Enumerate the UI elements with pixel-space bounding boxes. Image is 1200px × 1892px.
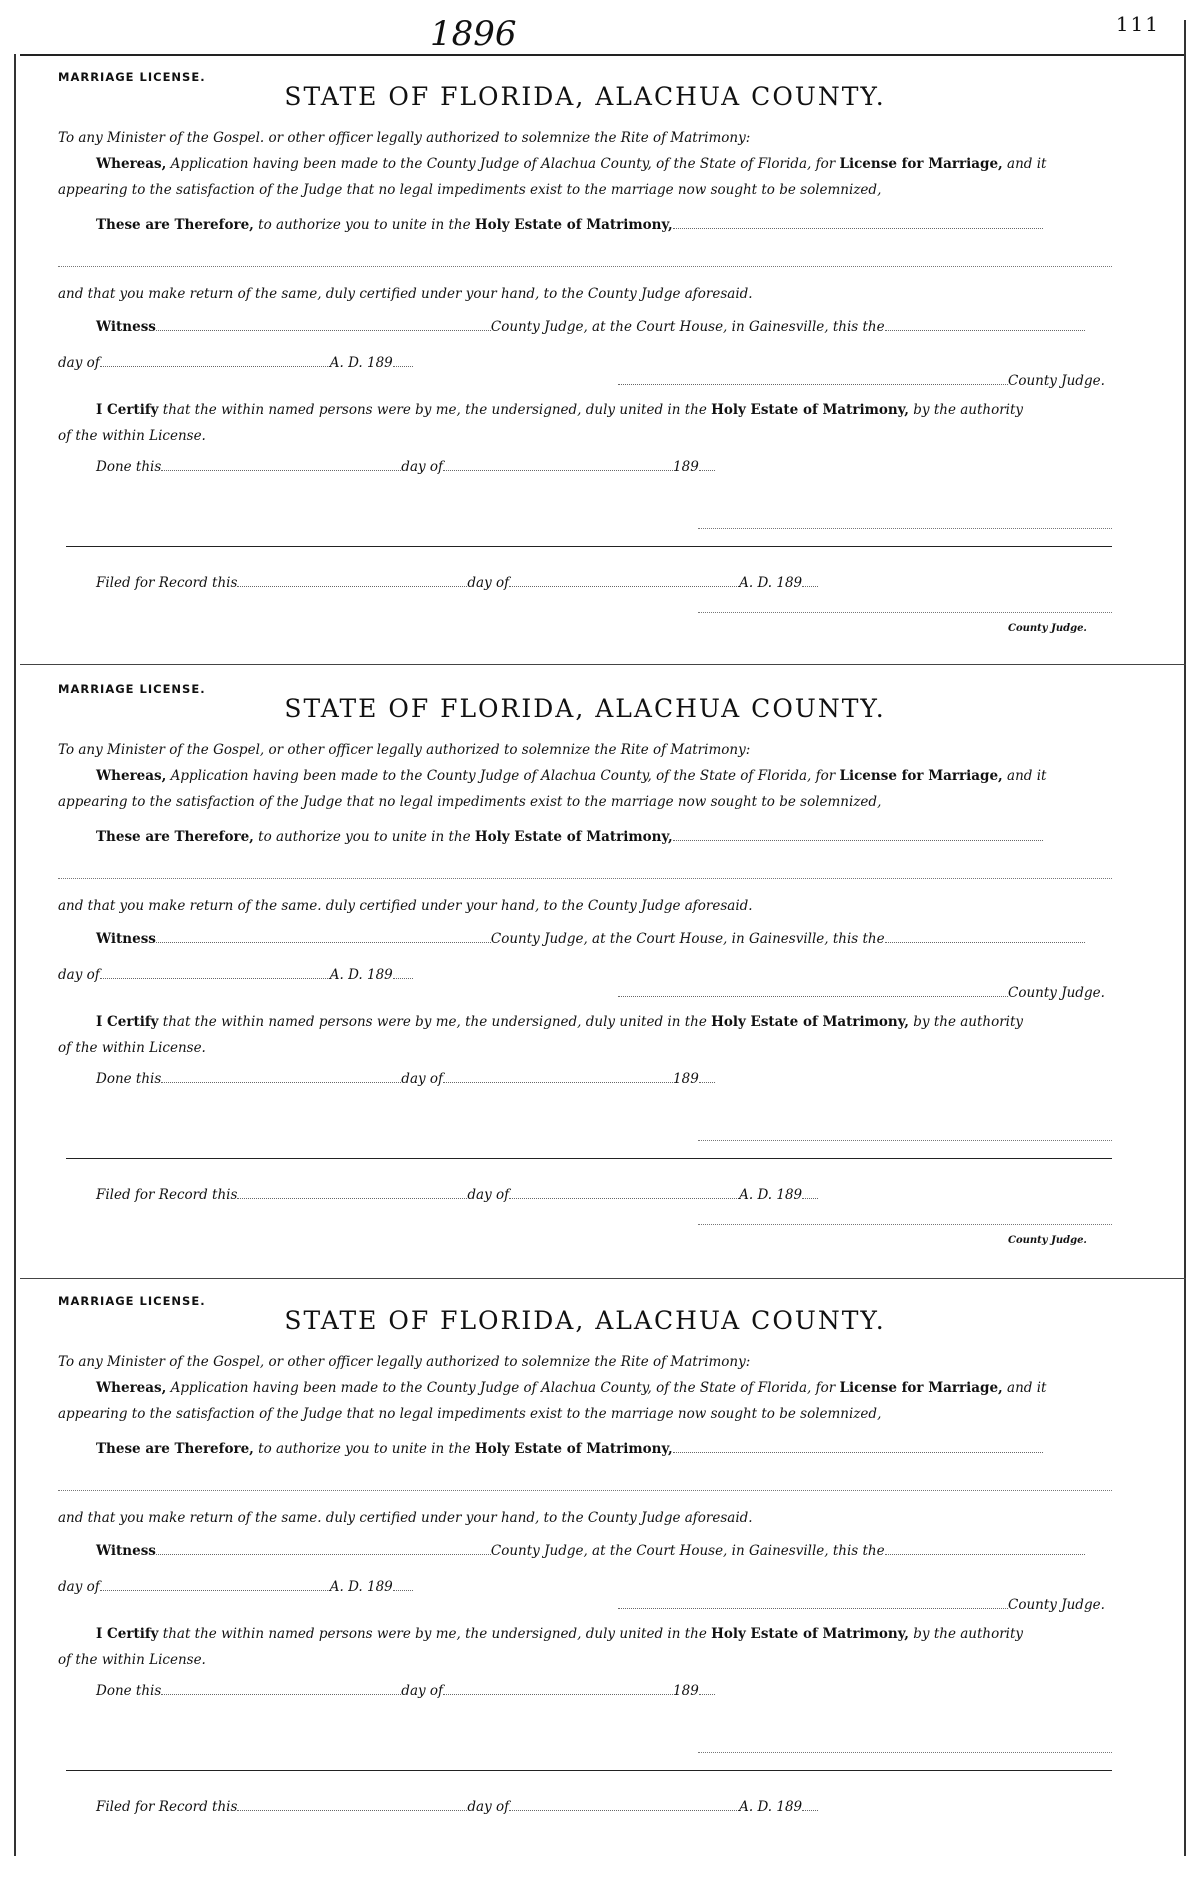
satisfaction-line: appearing to the satisfaction of the Judge that no legal impediments exist to the marriage now sought to be solemnized, bbox=[58, 1406, 882, 1422]
witness-lead: Witness bbox=[96, 1543, 156, 1559]
whereas-line bbox=[96, 156, 1046, 172]
and-it: and it bbox=[1007, 1380, 1047, 1396]
certify-line bbox=[96, 1626, 1023, 1642]
within-license: of the within License. bbox=[58, 1040, 206, 1056]
witness-line bbox=[96, 930, 1085, 947]
blank-line bbox=[100, 354, 330, 367]
filed-dayof: day of bbox=[467, 1799, 510, 1815]
blank-line bbox=[161, 458, 401, 471]
whereas-text: Application having been made to the County Judge of Alachua County, of the State of Florida, for bbox=[170, 1380, 836, 1396]
blank-line bbox=[802, 1186, 818, 1199]
therefore-line bbox=[96, 216, 1043, 233]
filed-county-judge-label: County Judge. bbox=[1008, 1235, 1087, 1246]
therefore-line bbox=[96, 1440, 1043, 1457]
county-judge-label: County Judge. bbox=[1008, 985, 1105, 1001]
filed-ad: A. D. 189 bbox=[739, 1187, 803, 1203]
marriage-license-2 bbox=[58, 680, 1112, 1280]
done-this: Done this bbox=[96, 1683, 162, 1699]
done-year: 189 bbox=[673, 1071, 699, 1087]
county-judge-signature bbox=[618, 1596, 1105, 1613]
blank-line bbox=[699, 1070, 715, 1083]
holy-estate: Holy Estate of Matrimony, bbox=[711, 1626, 909, 1642]
within-license: of the within License. bbox=[58, 428, 206, 444]
therefore-text: to authorize you to unite in the bbox=[258, 217, 471, 233]
filed-text: Filed for Record this bbox=[96, 1799, 238, 1815]
filed-ad: A. D. 189 bbox=[739, 1799, 803, 1815]
and-it: and it bbox=[1007, 156, 1047, 172]
holy-estate: Holy Estate of Matrimony, bbox=[711, 402, 909, 418]
blank-line bbox=[58, 878, 1112, 879]
done-year: 189 bbox=[673, 1683, 699, 1699]
blank-line bbox=[100, 966, 330, 979]
therefore-text: to authorize you to unite in the bbox=[258, 829, 471, 845]
done-this: Done this bbox=[96, 459, 162, 475]
witness-text: County Judge, at the Court House, in Gainesville, this the bbox=[490, 931, 885, 947]
certify-line bbox=[96, 402, 1023, 418]
address-line: To any Minister of the Gospel. or other officer legally authorized to solemnize the Rite of Matrimony: bbox=[58, 130, 751, 146]
return-line: and that you make return of the same. duly certified under your hand, to the County Judge aforesaid. bbox=[58, 898, 753, 914]
witness-lead: Witness bbox=[96, 931, 156, 947]
holy-estate: Holy Estate of Matrimony, bbox=[474, 829, 673, 845]
certify-lead: I Certify bbox=[96, 1014, 159, 1030]
filed-text: Filed for Record this bbox=[96, 1187, 238, 1203]
filed-dayof: day of bbox=[467, 575, 510, 591]
blank-line bbox=[237, 1186, 467, 1199]
whereas-lead: Whereas, bbox=[96, 1380, 167, 1396]
blank-line bbox=[393, 354, 413, 367]
day-of: day of bbox=[58, 1579, 100, 1595]
witness-text: County Judge, at the Court House, in Gainesville, this the bbox=[490, 319, 885, 335]
officiant-signature-line bbox=[698, 1752, 1112, 1753]
filed-judge-signature-line bbox=[698, 1224, 1112, 1225]
blank-line bbox=[156, 1542, 491, 1555]
ad-year: A. D. 189 bbox=[329, 355, 393, 371]
within-license: of the within License. bbox=[58, 1652, 206, 1668]
therefore-text: to authorize you to unite in the bbox=[258, 1441, 471, 1457]
whereas-lead: Whereas, bbox=[96, 156, 167, 172]
blank-line bbox=[885, 1542, 1085, 1555]
license-for-marriage: License for Marriage, bbox=[839, 156, 1003, 172]
done-dayof: day of bbox=[401, 1071, 444, 1087]
right-margin-rule bbox=[1184, 20, 1186, 1856]
rule bbox=[66, 1770, 1112, 1771]
blank-line bbox=[393, 1578, 413, 1591]
by-authority: by the authority bbox=[913, 1014, 1024, 1030]
license-label: MARRIAGE LICENSE. bbox=[58, 70, 206, 84]
blank-line bbox=[100, 1578, 330, 1591]
top-rule bbox=[20, 54, 1186, 56]
done-line bbox=[96, 1682, 715, 1699]
blank-line bbox=[618, 984, 1008, 997]
day-of: day of bbox=[58, 355, 100, 371]
and-it: and it bbox=[1007, 768, 1047, 784]
filed-ad: A. D. 189 bbox=[739, 575, 803, 591]
rule bbox=[66, 546, 1112, 547]
license-for-marriage: License for Marriage, bbox=[839, 768, 1003, 784]
witness-line bbox=[96, 318, 1085, 335]
done-dayof: day of bbox=[401, 1683, 444, 1699]
by-authority: by the authority bbox=[913, 402, 1024, 418]
date-line bbox=[58, 354, 413, 371]
therefore-lead: These are Therefore, bbox=[96, 829, 254, 845]
address-line: To any Minister of the Gospel, or other officer legally authorized to solemnize the Rite of Matrimony: bbox=[58, 742, 751, 758]
return-line: and that you make return of the same. duly certified under your hand, to the County Judge aforesaid. bbox=[58, 1510, 753, 1526]
blank-line bbox=[443, 1070, 673, 1083]
satisfaction-line: appearing to the satisfaction of the Judge that no legal impediments exist to the marriage now sought to be solemnized, bbox=[58, 182, 882, 198]
blank-line bbox=[673, 828, 1043, 841]
therefore-line bbox=[96, 828, 1043, 845]
blank-line bbox=[161, 1070, 401, 1083]
blank-line bbox=[509, 574, 739, 587]
witness-line bbox=[96, 1542, 1085, 1559]
done-this: Done this bbox=[96, 1071, 162, 1087]
whereas-text: Application having been made to the County Judge of Alachua County, of the State of Florida, for bbox=[170, 156, 836, 172]
whereas-line bbox=[96, 1380, 1046, 1396]
date-line bbox=[58, 966, 413, 983]
blank-line bbox=[885, 318, 1085, 331]
blank-line bbox=[699, 1682, 715, 1695]
blank-line bbox=[802, 574, 818, 587]
blank-line bbox=[393, 966, 413, 979]
rule bbox=[66, 1158, 1112, 1159]
certify-text: that the within named persons were by me, the undersigned, duly united in the bbox=[162, 402, 707, 418]
holy-estate: Holy Estate of Matrimony, bbox=[474, 217, 673, 233]
blank-line bbox=[802, 1798, 818, 1811]
license-title: STATE OF FLORIDA, ALACHUA COUNTY. bbox=[284, 1306, 886, 1335]
blank-line bbox=[161, 1682, 401, 1695]
therefore-lead: These are Therefore, bbox=[96, 217, 254, 233]
certify-lead: I Certify bbox=[96, 1626, 159, 1642]
filed-text: Filed for Record this bbox=[96, 575, 238, 591]
whereas-lead: Whereas, bbox=[96, 768, 167, 784]
blank-line bbox=[618, 1596, 1008, 1609]
address-line: To any Minister of the Gospel, or other officer legally authorized to solemnize the Rite of Matrimony: bbox=[58, 1354, 751, 1370]
ad-year: A. D. 189 bbox=[329, 967, 393, 983]
whereas-text: Application having been made to the County Judge of Alachua County, of the State of Florida, for bbox=[170, 768, 836, 784]
blank-line bbox=[699, 458, 715, 471]
filed-line bbox=[96, 1186, 818, 1203]
county-judge-signature bbox=[618, 984, 1105, 1001]
date-line bbox=[58, 1578, 413, 1595]
license-label: MARRIAGE LICENSE. bbox=[58, 1294, 206, 1308]
officiant-signature-line bbox=[698, 1140, 1112, 1141]
left-margin-rule bbox=[14, 54, 16, 1856]
marriage-license-1 bbox=[58, 68, 1112, 668]
witness-lead: Witness bbox=[96, 319, 156, 335]
license-label: MARRIAGE LICENSE. bbox=[58, 682, 206, 696]
page-number: 111 bbox=[1115, 12, 1160, 36]
blank-line bbox=[237, 1798, 467, 1811]
blank-line bbox=[618, 372, 1008, 385]
blank-line bbox=[156, 318, 491, 331]
whereas-line bbox=[96, 768, 1046, 784]
blank-line bbox=[58, 266, 1112, 267]
witness-text: County Judge, at the Court House, in Gainesville, this the bbox=[490, 1543, 885, 1559]
blank-line bbox=[443, 458, 673, 471]
ad-year: A. D. 189 bbox=[329, 1579, 393, 1595]
return-line: and that you make return of the same, duly certified under your hand, to the County Judge aforesaid. bbox=[58, 286, 753, 302]
blank-line bbox=[443, 1682, 673, 1695]
holy-estate: Holy Estate of Matrimony, bbox=[474, 1441, 673, 1457]
therefore-lead: These are Therefore, bbox=[96, 1441, 254, 1457]
marriage-license-3 bbox=[58, 1292, 1112, 1892]
by-authority: by the authority bbox=[913, 1626, 1024, 1642]
filed-line bbox=[96, 1798, 818, 1815]
blank-line bbox=[885, 930, 1085, 943]
certify-text: that the within named persons were by me, the undersigned, duly united in the bbox=[162, 1014, 707, 1030]
blank-line bbox=[509, 1186, 739, 1199]
handwritten-year: 1896 bbox=[430, 14, 517, 54]
filed-county-judge-label: County Judge. bbox=[1008, 623, 1087, 634]
certify-line bbox=[96, 1014, 1023, 1030]
blank-line bbox=[509, 1798, 739, 1811]
license-title: STATE OF FLORIDA, ALACHUA COUNTY. bbox=[284, 694, 886, 723]
satisfaction-line: appearing to the satisfaction of the Judge that no legal impediments exist to the marriage now sought to be solemnized, bbox=[58, 794, 882, 810]
blank-line bbox=[156, 930, 491, 943]
day-of: day of bbox=[58, 967, 100, 983]
blank-line bbox=[237, 574, 467, 587]
filed-line bbox=[96, 574, 818, 591]
blank-line bbox=[673, 216, 1043, 229]
blank-line bbox=[673, 1440, 1043, 1453]
done-dayof: day of bbox=[401, 459, 444, 475]
done-line bbox=[96, 458, 715, 475]
blank-line bbox=[58, 1490, 1112, 1491]
license-title: STATE OF FLORIDA, ALACHUA COUNTY. bbox=[284, 82, 886, 111]
county-judge-label: County Judge. bbox=[1008, 1597, 1105, 1613]
filed-judge-signature-line bbox=[698, 612, 1112, 613]
certify-lead: I Certify bbox=[96, 402, 159, 418]
done-year: 189 bbox=[673, 459, 699, 475]
officiant-signature-line bbox=[698, 528, 1112, 529]
holy-estate: Holy Estate of Matrimony, bbox=[711, 1014, 909, 1030]
license-for-marriage: License for Marriage, bbox=[839, 1380, 1003, 1396]
done-line bbox=[96, 1070, 715, 1087]
certify-text: that the within named persons were by me, the undersigned, duly united in the bbox=[162, 1626, 707, 1642]
county-judge-signature bbox=[618, 372, 1105, 389]
filed-dayof: day of bbox=[467, 1187, 510, 1203]
county-judge-label: County Judge. bbox=[1008, 373, 1105, 389]
